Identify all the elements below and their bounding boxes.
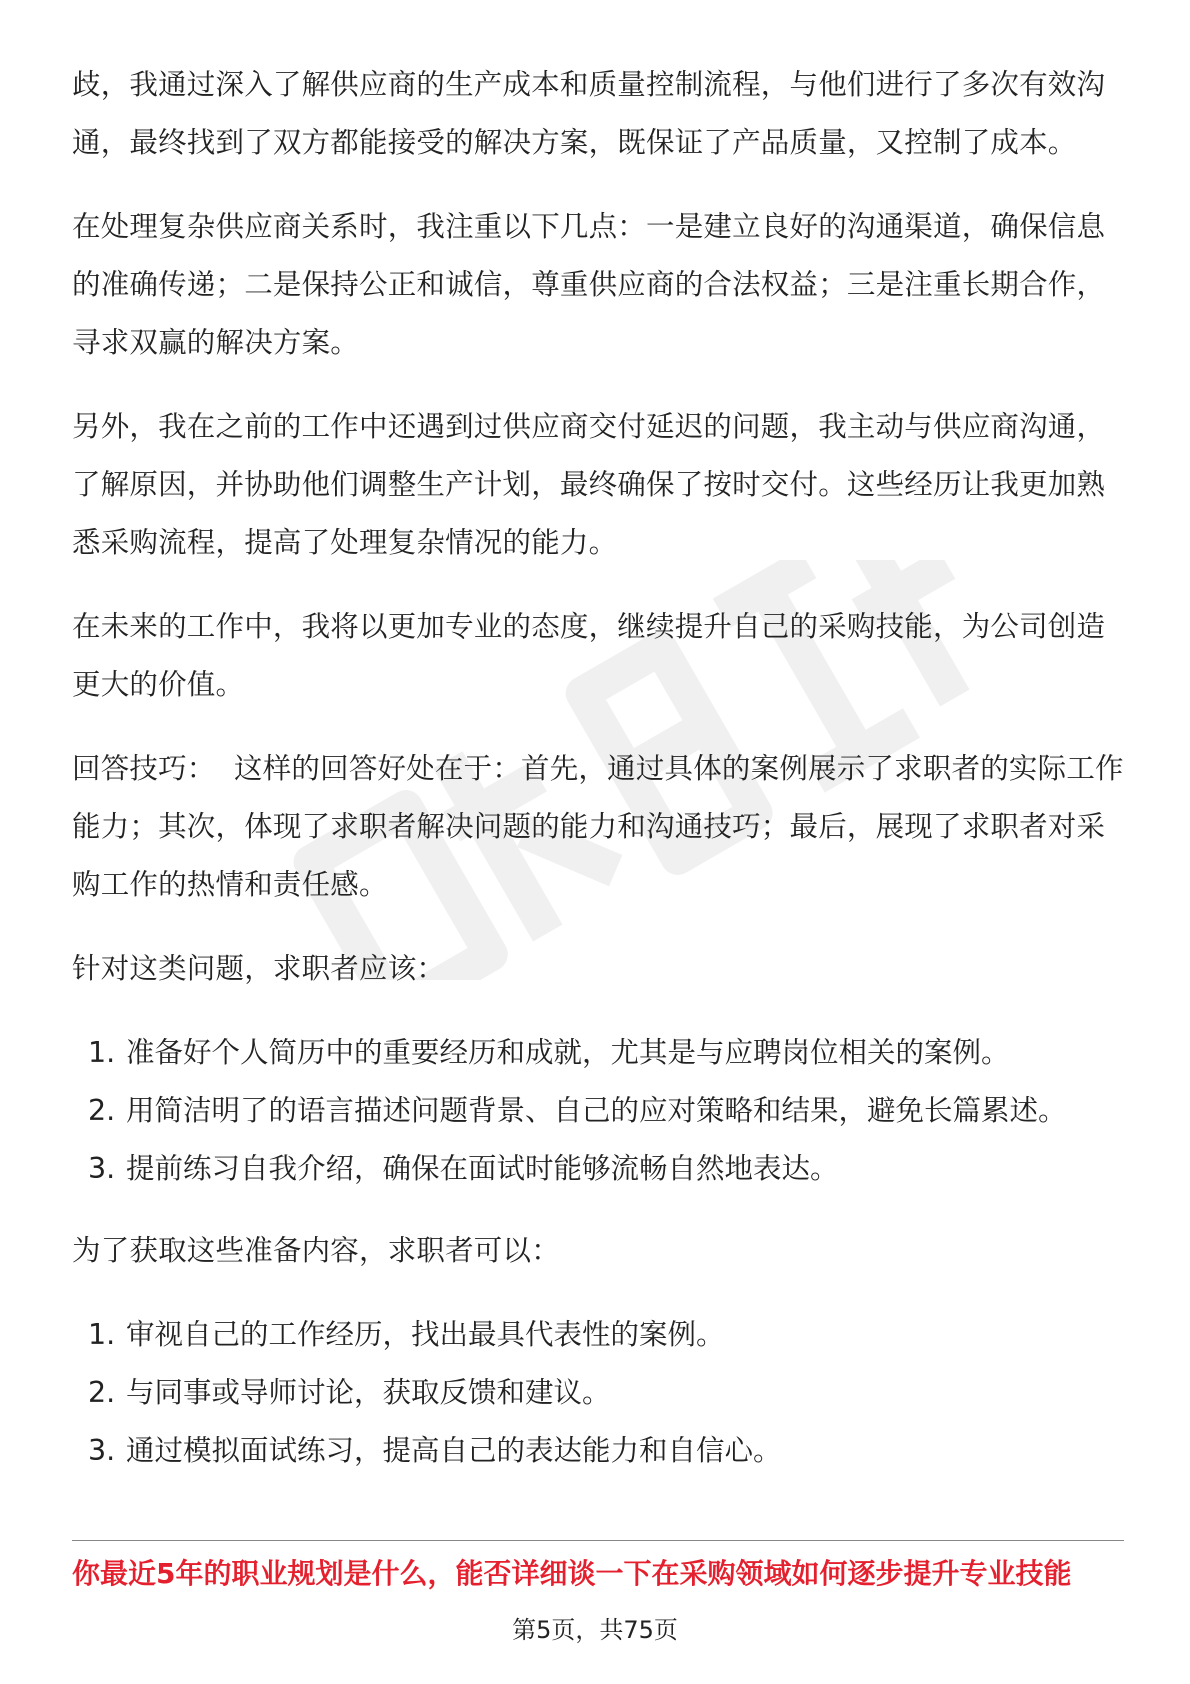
paragraph-future-work: 在未来的工作中，我将以更加专业的态度，继续提升自己的采购技能，为公司创造更大的价值。 — [72, 610, 1106, 701]
list-item-number: 1. — [88, 1036, 116, 1069]
list-item-number: 2. — [88, 1376, 116, 1409]
list-item-text: 与同事或导师讨论，获取反馈和建议。 — [126, 1376, 611, 1409]
paragraph-supplier-relations: 在处理复杂供应商关系时，我注重以下几点：一是建立良好的沟通渠道，确保信息的准确传递；二是保持公正和诚信，尊重供应商的合法权益；三是注重长期合作，寻求双赢的解决方案。 — [72, 210, 1106, 359]
list-item — [72, 1422, 1132, 1480]
page-number-footer: 第5页，共75页 — [512, 1616, 678, 1644]
next-question-heading: 你最近5年的职业规划是什么，能否详细谈一下在采购领域如何逐步提升专业技能 — [72, 1557, 1072, 1590]
paragraph-candidate-should: 针对这类问题，求职者应该： — [72, 952, 446, 985]
paragraph-delivery-delay: 另外，我在之前的工作中还遇到过供应商交付延迟的问题，我主动与供应商沟通，了解原因，并协助他们调整生产计划，最终确保了按时交付。这些经历让我更加熟悉采购流程，提高了处理复杂情况的能力。 — [72, 410, 1106, 559]
list-item — [72, 1306, 1132, 1364]
list-item-number: 2. — [88, 1094, 116, 1127]
list-item-text: 用简洁明了的语言描述问题背景、自己的应对策略和结果，避免长篇累述。 — [126, 1094, 1067, 1127]
paragraph-obtain-content: 为了获取这些准备内容，求职者可以： — [72, 1234, 560, 1267]
paragraph-answer-tips: 回答技巧： 这样的回答好处在于：首先，通过具体的案例展示了求职者的实际工作能力；其次，体现了求职者解决问题的能力和沟通技巧；最后，展现了求职者对采购工作的热情和责任感。 — [72, 752, 1124, 901]
list-item — [72, 1082, 1132, 1140]
list-item-text: 审视自己的工作经历，找出最具代表性的案例。 — [126, 1318, 725, 1351]
page-content — [72, 56, 1132, 1504]
section-divider — [72, 1540, 1124, 1541]
list-item-number: 3. — [88, 1152, 116, 1185]
list-item — [72, 1364, 1132, 1422]
list-item — [72, 1024, 1132, 1082]
list-item-text: 准备好个人简历中的重要经历和成就，尤其是与应聘岗位相关的案例。 — [126, 1036, 1010, 1069]
list-item-number: 3. — [88, 1434, 116, 1467]
paragraph-continuation: 歧，我通过深入了解供应商的生产成本和质量控制流程，与他们进行了多次有效沟通，最终找到了双方都能接受的解决方案，既保证了产品质量，又控制了成本。 — [72, 68, 1106, 159]
list-obtain — [72, 1306, 1132, 1480]
list-item-number: 1. — [88, 1318, 116, 1351]
list-item-text: 提前练习自我介绍，确保在面试时能够流畅自然地表达。 — [126, 1152, 839, 1185]
list-item — [72, 1140, 1132, 1198]
list-item-text: 通过模拟面试练习，提高自己的表达能力和自信心。 — [126, 1434, 782, 1467]
list-preparation — [72, 1024, 1132, 1198]
